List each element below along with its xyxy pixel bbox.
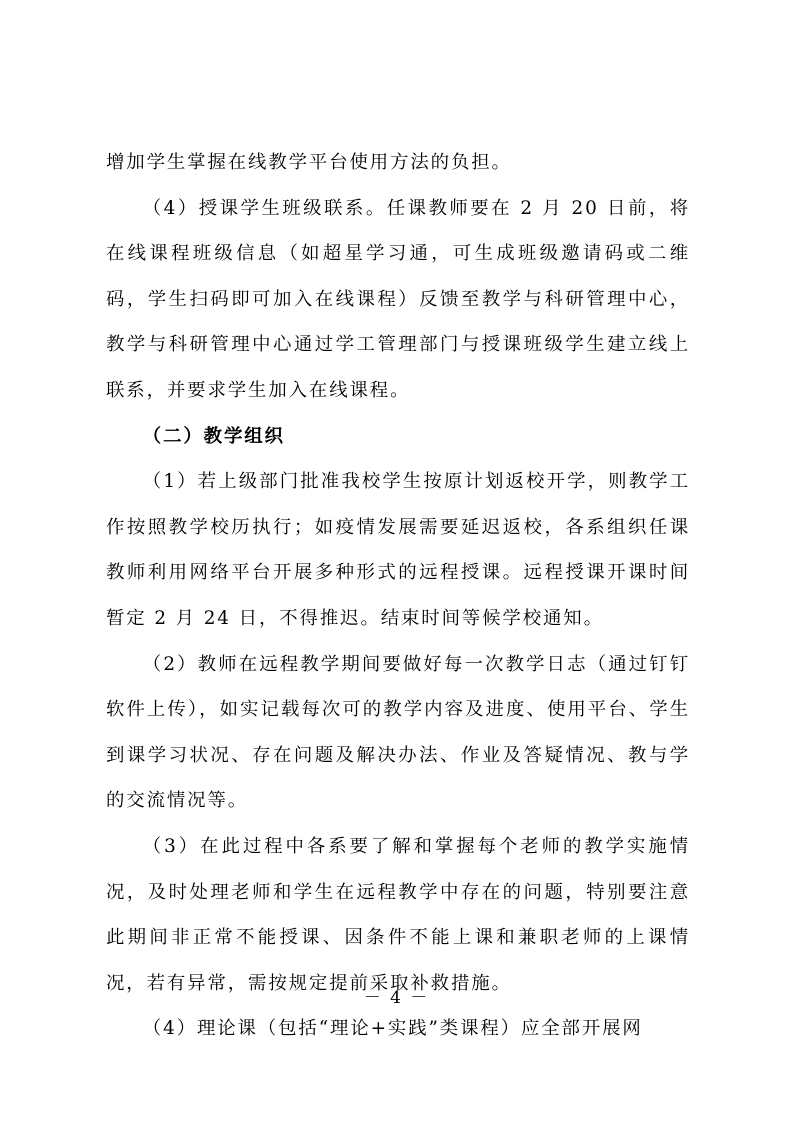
- paragraph-continuation: 增加学生掌握在线教学平台使用方法的负担。: [106, 152, 512, 173]
- paragraph-department-oversight: （3）在此过程中各系要了解和掌握每个老师的教学实施情况，及时处理老师和学生在远程教学中存在的问题，特别要注意此期间非正常不能授课、因条件不能上课和兼职老师的上课情况，若有异常，需按规定提前采取补救措施。: [106, 835, 690, 994]
- paragraph-teaching-log: （2）教师在远程教学期间要做好每一次教学日志（通过钉钉软件上传），如实记载每次可的教学内容及进度、使用平台、学生到课学习状况、存在问题及解决办法、作业及答疑情况、教与学的交流情况等。: [106, 653, 690, 812]
- paragraph-class-contact: （4）授课学生班级联系。任课教师要在 2 月 20 日前，将在线课程班级信息（如超星学习通，可生成班级邀请码或二维码，学生扫码即可加入在线课程）反馈至教学与科研管理中心，教学与科研管理中心通过学工管理部门与授课班级学生建立线上联系，并要求学生加入在线课程。: [106, 197, 690, 401]
- body-text: [106, 140, 690, 1052]
- paragraph-theory-courses: （4）理论课（包括“理论+实践”类课程）应全部开展网: [142, 1018, 643, 1040]
- page-number: － 4 －: [363, 988, 430, 1008]
- paragraph-schedule: （1）若上级部门批准我校学生按原计划返校开学，则教学工作按照教学校历执行；如疫情发展需要延迟返校，各系组织任课教师利用网络平台开展多种形式的远程授课。远程授课开课时间暂定 2 月 24 日，不得推迟。结束时间等候学校通知。: [106, 471, 690, 629]
- section-heading-teaching-organization: （二）教学组织: [142, 425, 285, 447]
